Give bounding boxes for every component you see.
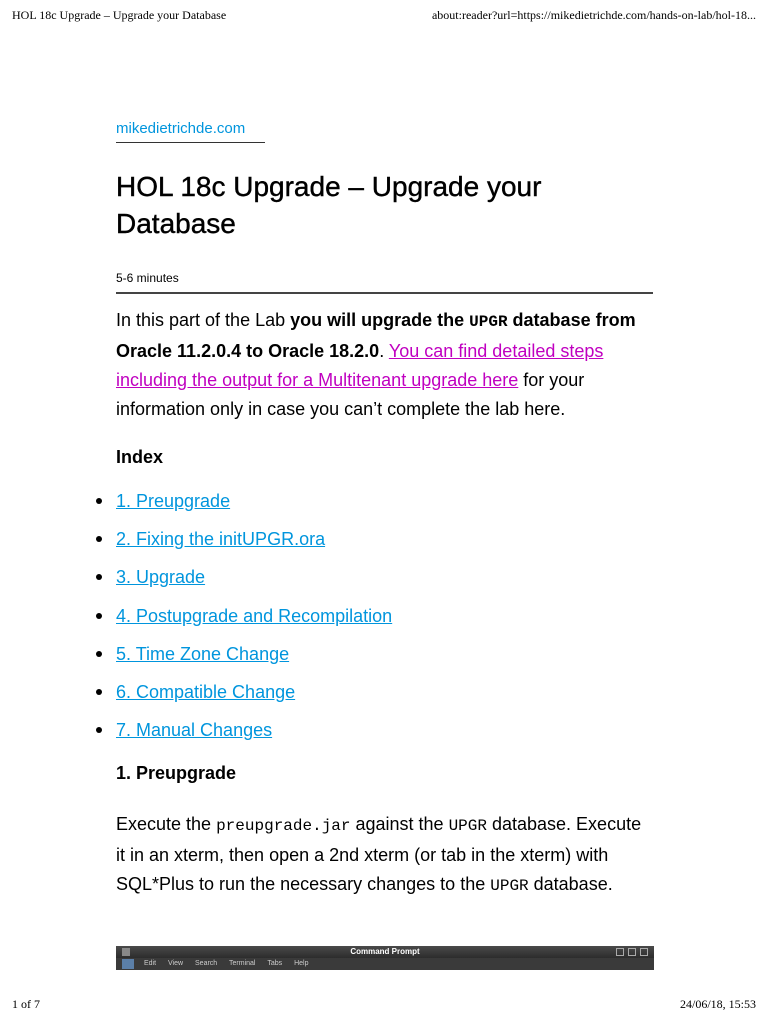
index-heading: Index <box>116 447 164 467</box>
code-preupgrade-jar: preupgrade.jar <box>216 817 351 836</box>
minimize-icon <box>616 948 624 956</box>
article-title: HOL 18c Upgrade – Upgrade your Database <box>116 171 542 239</box>
page-counter: 1 of 7 <box>12 997 40 1011</box>
print-header <box>12 8 756 24</box>
index-item <box>116 644 654 682</box>
window-menu-icon <box>122 948 130 956</box>
index-item <box>116 491 654 529</box>
window-controls <box>616 948 648 956</box>
index-link-upgrade[interactable]: 3. Upgrade <box>116 567 206 588</box>
maximize-icon <box>628 948 636 956</box>
screenshot-window-title: Command Prompt <box>350 947 420 956</box>
intro-text-2: . <box>379 341 389 361</box>
reader-article <box>116 120 654 901</box>
menu-edit: Edit <box>144 960 157 967</box>
index-item <box>116 720 654 758</box>
bullet-icon <box>96 574 102 580</box>
code-upgr-2: UPGR <box>490 877 529 896</box>
preupgrade-paragraph <box>116 810 654 901</box>
screenshot-menubar <box>116 958 654 970</box>
section-body-preupgrade <box>116 810 654 901</box>
terminal-icon <box>122 959 134 969</box>
bullet-icon <box>96 613 102 619</box>
preupgrade-text-4: database. <box>528 874 613 895</box>
code-upgr-1: UPGR <box>448 817 487 836</box>
section-heading-preupgrade: 1. Preupgrade <box>116 763 237 784</box>
menu-search: Search <box>195 960 218 967</box>
intro-bold-text-1: you will upgrade the <box>290 310 470 330</box>
print-header-title: HOL 18c Upgrade – Upgrade your Database <box>12 8 227 22</box>
index-link-time-zone[interactable]: 5. Time Zone Change <box>116 643 290 664</box>
index-link-postupgrade[interactable]: 4. Postupgrade and Recompilation <box>116 605 393 626</box>
intro-text-3: for your information only in case you can’t complete the lab here. <box>116 370 585 419</box>
index-item <box>116 606 654 644</box>
index-item <box>116 682 654 720</box>
index-link-manual-changes[interactable]: 7. Manual Changes <box>116 720 273 741</box>
menu-tabs: Tabs <box>267 960 283 967</box>
multitenant-upgrade-link[interactable]: You can find detailed steps including the output for a Multitenant upgrade here <box>116 341 604 390</box>
index-list <box>116 491 654 758</box>
preupgrade-text-1: Execute the <box>116 814 217 835</box>
index-item <box>116 529 654 567</box>
bullet-icon <box>96 651 102 657</box>
index-link-preupgrade[interactable]: 1. Preupgrade <box>116 491 231 511</box>
index-item <box>116 567 654 605</box>
print-datetime: 24/06/18, 15:53 <box>679 997 756 1011</box>
menu-view: View <box>168 960 184 967</box>
print-footer <box>12 997 756 1013</box>
site-link[interactable]: mikedietrichde.com <box>116 120 265 143</box>
index-link-compatible[interactable]: 6. Compatible Change <box>116 681 296 702</box>
bullet-icon <box>96 689 102 695</box>
preupgrade-text-3: database. Execute it in an xterm, then open a 2nd xterm (or tab in the xterm) with SQL*Plus to run the necessary changes to the <box>116 814 642 895</box>
bullet-icon <box>96 536 102 542</box>
intro-text-1: In this part of the Lab <box>116 310 291 330</box>
command-prompt-screenshot <box>116 946 654 970</box>
bullet-icon <box>96 727 102 733</box>
read-time: 5-6 minutes <box>116 271 179 285</box>
menu-terminal: Terminal <box>229 960 256 967</box>
article-content <box>116 306 654 424</box>
header-divider <box>116 292 653 294</box>
print-header-url: about:reader?url=https://mikedietrichde.com/hands-on-lab/hol-18... <box>431 8 756 22</box>
menu-help: Help <box>294 960 309 967</box>
index-link-fixing-init[interactable]: 2. Fixing the initUPGR.ora <box>116 529 326 550</box>
bullet-icon <box>96 498 102 504</box>
preupgrade-text-2: against the <box>350 814 449 835</box>
intro-paragraph <box>116 306 654 424</box>
screenshot-titlebar <box>116 946 654 958</box>
intro-bold-text-2: database from Oracle 11.2.0.4 to Oracle 18.2.0 <box>116 310 636 361</box>
intro-code-upgr: UPGR <box>469 313 508 331</box>
close-icon <box>640 948 648 956</box>
